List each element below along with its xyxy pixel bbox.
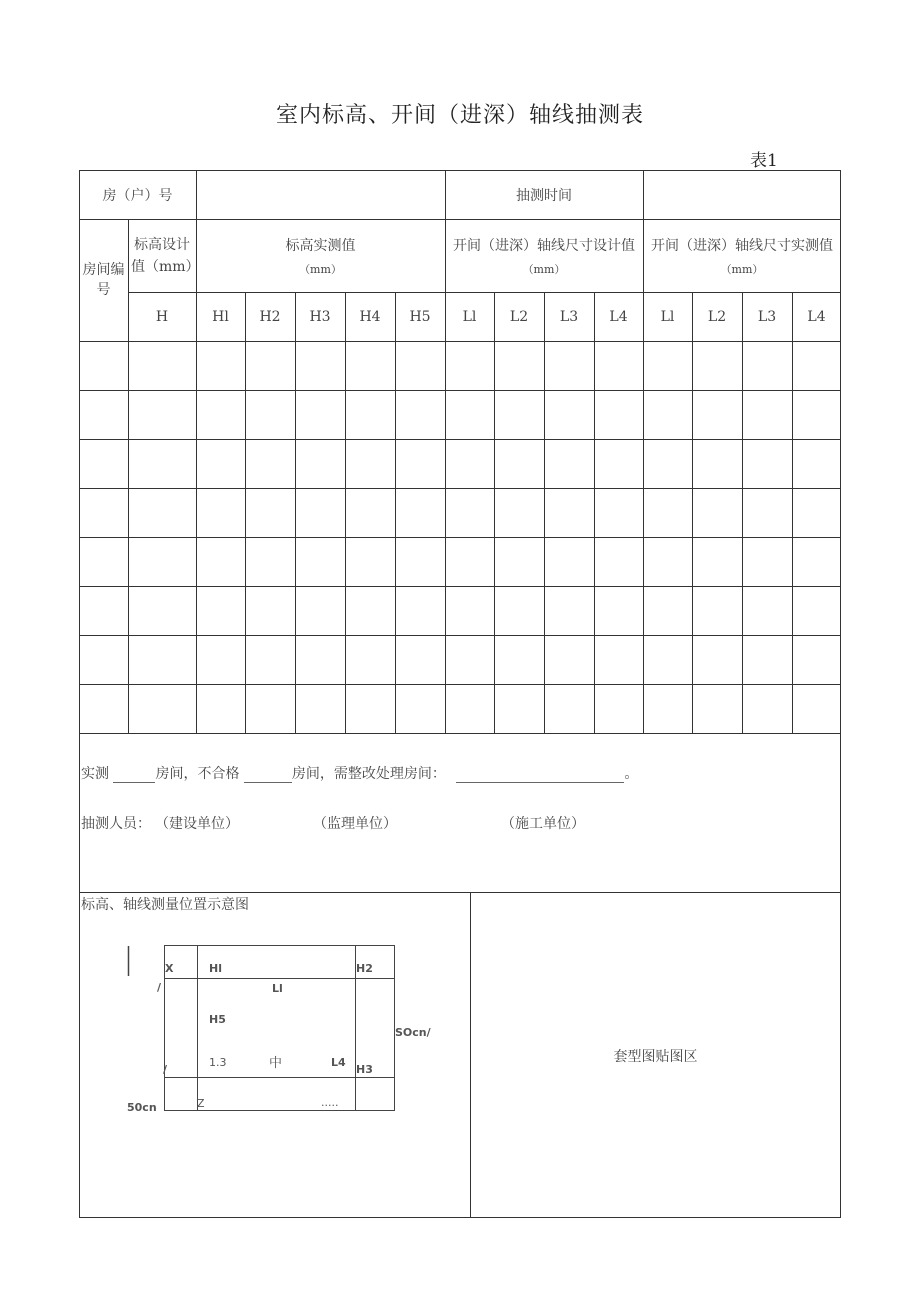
label-50cm-left: 50cn [127,1101,157,1114]
code-cell: H5 [409,308,431,325]
check-time-value[interactable] [643,170,841,219]
code-cell: H3 [309,308,331,325]
label-z: Z [197,1097,205,1110]
label-h5: H5 [209,1013,226,1026]
code-cell: L3 [757,308,777,325]
code-cell: H [155,308,169,325]
fail-count-field[interactable] [244,768,292,783]
axis-design-label: 开间（进深）轴线尺寸设计值 [453,237,635,254]
rooms-fail-label: 房间，不合格 [155,766,240,782]
label-l1: Ll [272,982,283,995]
measured-elevation-label: 标高实测值 [285,237,356,254]
label-l3: 1.3 [209,1056,227,1069]
axis-design-header [445,219,643,292]
measured-elevation-unit: （mm） [299,262,342,276]
label-h2: H2 [356,962,373,975]
code-cell: H2 [259,308,281,325]
label-h1: Hl [209,962,222,975]
code-cell: L4 [807,308,826,325]
period: 。 [624,766,639,782]
measured-count-field[interactable] [113,768,155,783]
axis-measured-unit: （mm） [720,262,764,276]
contractor-label: （施工单位） [501,816,585,832]
check-time-label: 抽测时间 [516,187,572,204]
label-slash-2: / [163,1063,168,1076]
label-x: X [165,962,174,975]
code-cell: L2 [707,308,727,325]
label-zhong: 中 [269,1056,283,1071]
supervisor-label: （监理单位） [313,816,397,832]
room-no-label: 房间编号 [82,262,125,298]
measured-elevation-header [196,219,445,292]
label-dots: ..... [321,1096,339,1109]
measured-label: 实测 [81,766,109,782]
room-value[interactable] [196,170,445,219]
label-h3: H3 [356,1063,373,1076]
code-cell: L4 [609,308,628,325]
diagram-title: 标高、轴线测量位置示意图 [81,897,249,913]
design-elevation-label: 标高设计值（mm） [131,236,200,275]
axis-measured-label: 开间（进深）轴线尺寸实测值 [651,237,833,254]
rooms-rectify-label: 房间，需整改处理房间： [291,766,446,782]
page-title: 室内标高、开间（进深）轴线抽测表 [275,103,644,128]
paste-area-label: 套型图贴图区 [613,1049,698,1065]
code-cell: Ll [462,308,477,325]
code-cell: L3 [559,308,579,325]
rectify-rooms-field[interactable] [456,768,624,783]
code-cell: Hl [212,308,229,325]
inspectors-label: 抽测人员： [81,816,151,832]
code-cell: H4 [359,308,381,325]
room-label: 房（户）号 [102,187,173,204]
label-50cm-right: SOcn/ [395,1026,431,1039]
label-l4: L4 [331,1056,346,1069]
measured-line [81,763,638,783]
builder-label: （建设单位） [155,816,239,832]
code-cell: L2 [509,308,529,325]
table-number: 表1 [750,151,778,171]
code-cell: Ll [660,308,675,325]
axis-measured-header [643,219,841,292]
label-slash-1: / [157,981,162,994]
inspection-table [79,170,841,1218]
axis-design-unit: （mm） [522,262,566,276]
